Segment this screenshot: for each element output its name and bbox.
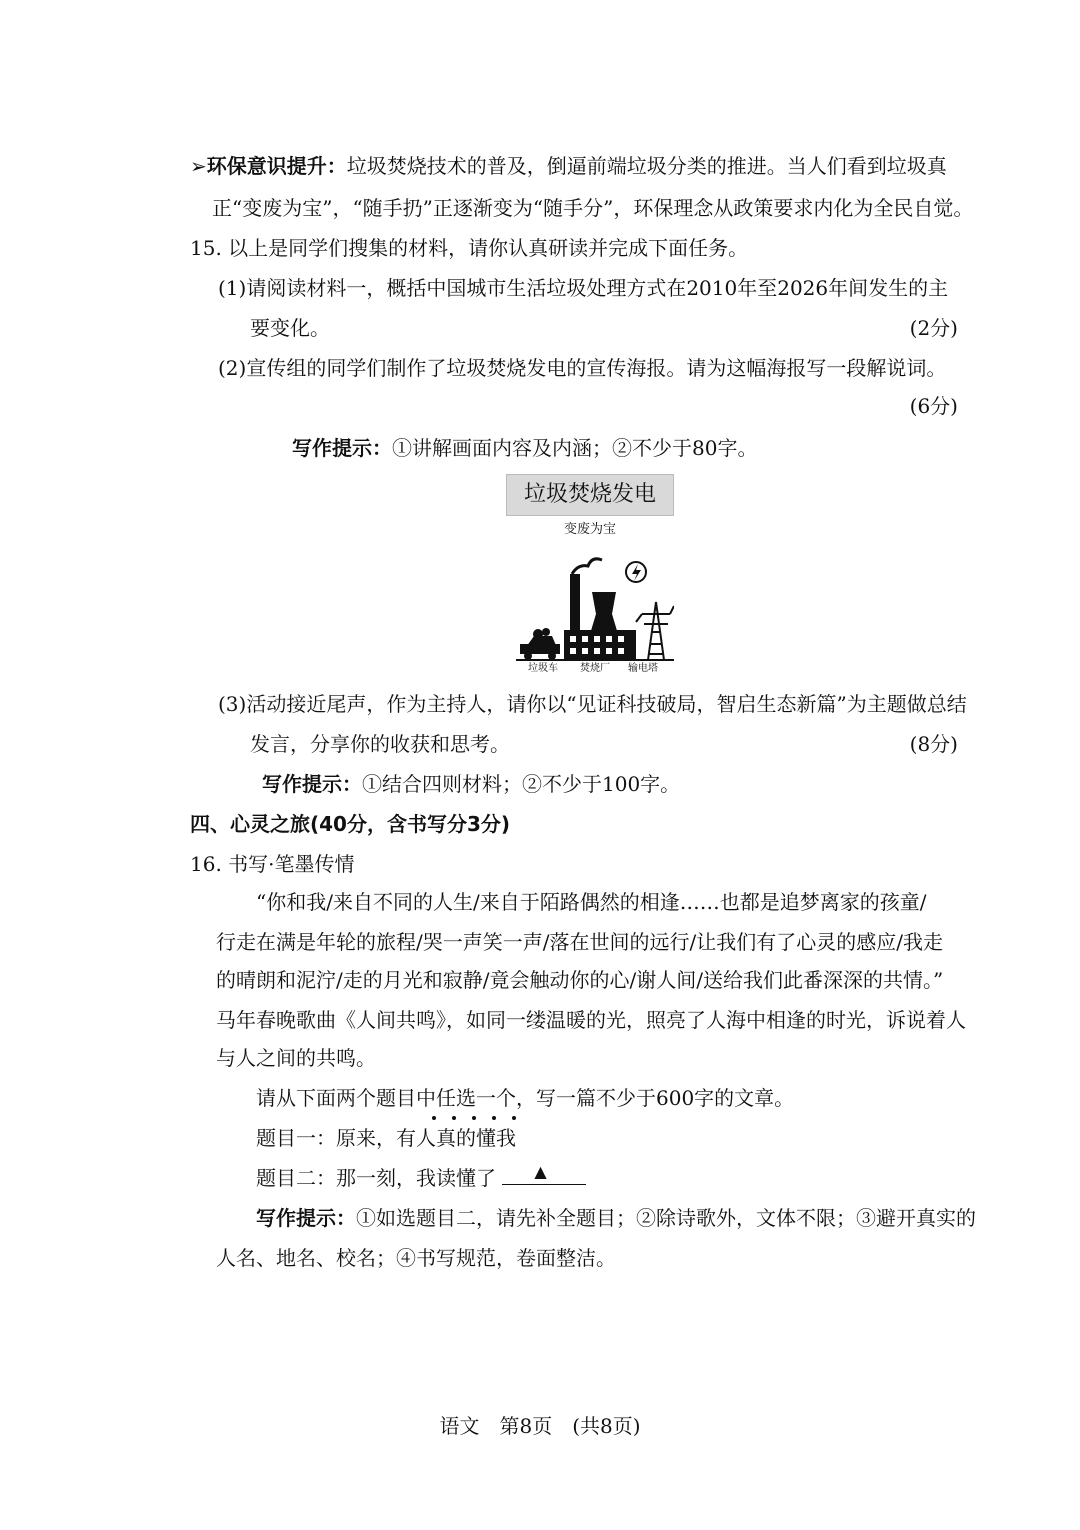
q16-tip-line1 [256, 1204, 976, 1232]
section4-title: 四、心灵之旅(40分，含书写分3分) [190, 812, 511, 836]
q15-sub3-tip [262, 770, 680, 798]
topic-two-text: 题目二：那一刻，我读懂了 [256, 1166, 496, 1190]
intro-text-1: 垃圾焚烧技术的普及，倒逼前端垃圾分类的推进。当人们看到垃圾真 [346, 154, 947, 178]
q15-sub2-line1: (2)宣传组的同学们制作了垃圾焚烧发电的宣传海报。请为这幅海报写一段解说词。 [218, 356, 947, 380]
transmission-tower-icon [636, 602, 674, 660]
incineration-poster [506, 474, 674, 680]
q15-sub3-line2: 发言，分享你的收获和思考。 [250, 732, 510, 756]
chimney-icon [570, 574, 580, 632]
cooling-tower-icon [590, 592, 618, 634]
q15-sub1-line1: (1)请阅读材料一，概括中国城市生活垃圾处理方式在2010年至2026年间发生的主 [218, 276, 949, 300]
topic-two [256, 1164, 586, 1192]
intro-line-2: 正“变废为宝”，“随手扔”正逐渐变为“随手分”，环保理念从政策要求内化为全民自觉。 [212, 196, 974, 220]
caption-truck: 垃圾车 [528, 663, 558, 674]
smoke-icon [572, 559, 602, 574]
q15-sub3-line1: (3)活动接近尾声，作为主持人，请你以“见证科技破局，智启生态新篇”为主题做总结 [218, 692, 967, 716]
caption-plant: 焚烧厂 [580, 663, 610, 674]
caption-tower: 输电塔 [628, 663, 658, 674]
page-footer: 语文 第8页 (共8页) [439, 1414, 641, 1438]
q15-sub3-points: (8分) [909, 732, 958, 756]
garbage-truck-icon [520, 628, 560, 660]
tip-label: 写作提示： [262, 772, 362, 796]
poster-title: 垃圾焚烧发电 [506, 474, 674, 516]
q16-title: 16. 书写·笔墨传情 [190, 852, 355, 876]
q15-sub2-points: (6分) [909, 394, 958, 418]
lyric-line-4: 马年春晚歌曲《人间共鸣》，如同一缕温暖的光，照亮了人海中相逢的时光，诉说着人 [216, 1008, 966, 1032]
lightning-icon [632, 564, 641, 581]
topic-blank [502, 1162, 586, 1185]
blank-triangle-mark: ▲ [534, 1162, 547, 1181]
q15-sub1-line2: 要变化。 [250, 316, 330, 340]
power-plant-illustration [506, 544, 674, 662]
writing-instruction: 请从下面两个题目中任选一个，写一篇不少于600字的文章。 [256, 1086, 795, 1110]
q15-stem: 15. 以上是同学们搜集的材料，请你认真研读并完成下面任务。 [190, 236, 749, 260]
tip-label: 写作提示： [292, 436, 392, 460]
lyric-line-3: 的晴朗和泥泞/走的月光和寂静/竟会触动你的心/谢人间/送给我们此番深深的共情。” [216, 968, 944, 992]
tip-text: ①结合四则材料；②不少于100字。 [362, 772, 681, 796]
q16-tip-line2: 人名、地名、校名；④书写规范，卷面整洁。 [216, 1246, 616, 1270]
intro-line-1 [190, 152, 947, 180]
intro-label: ➢环保意识提升： [190, 154, 347, 178]
q15-sub2-tip [292, 434, 757, 462]
tip-text: ①讲解画面内容及内涵；②不少于80字。 [392, 436, 758, 460]
lyric-line-5: 与人之间的共鸣。 [216, 1046, 376, 1070]
lyric-line-1: “你和我/来自不同的人生/来自于陌路偶然的相逢……也都是追梦离家的孩童/ [256, 890, 927, 914]
lyric-line-2: 行走在满是年轮的旅程/哭一声笑一声/落在世间的远行/让我们有了心灵的感应/我走 [216, 930, 943, 954]
q15-sub1-points: (2分) [909, 316, 958, 340]
poster-subtitle: 变废为宝 [563, 522, 616, 537]
tip-label: 写作提示： [256, 1206, 356, 1230]
factory-building-icon [564, 630, 636, 660]
topic-one: 题目一：原来，有人真的懂我 [256, 1126, 516, 1150]
tip-text: ①如选题目二，请先补全题目；②除诗歌外，文体不限；③避开真实的 [356, 1206, 976, 1230]
